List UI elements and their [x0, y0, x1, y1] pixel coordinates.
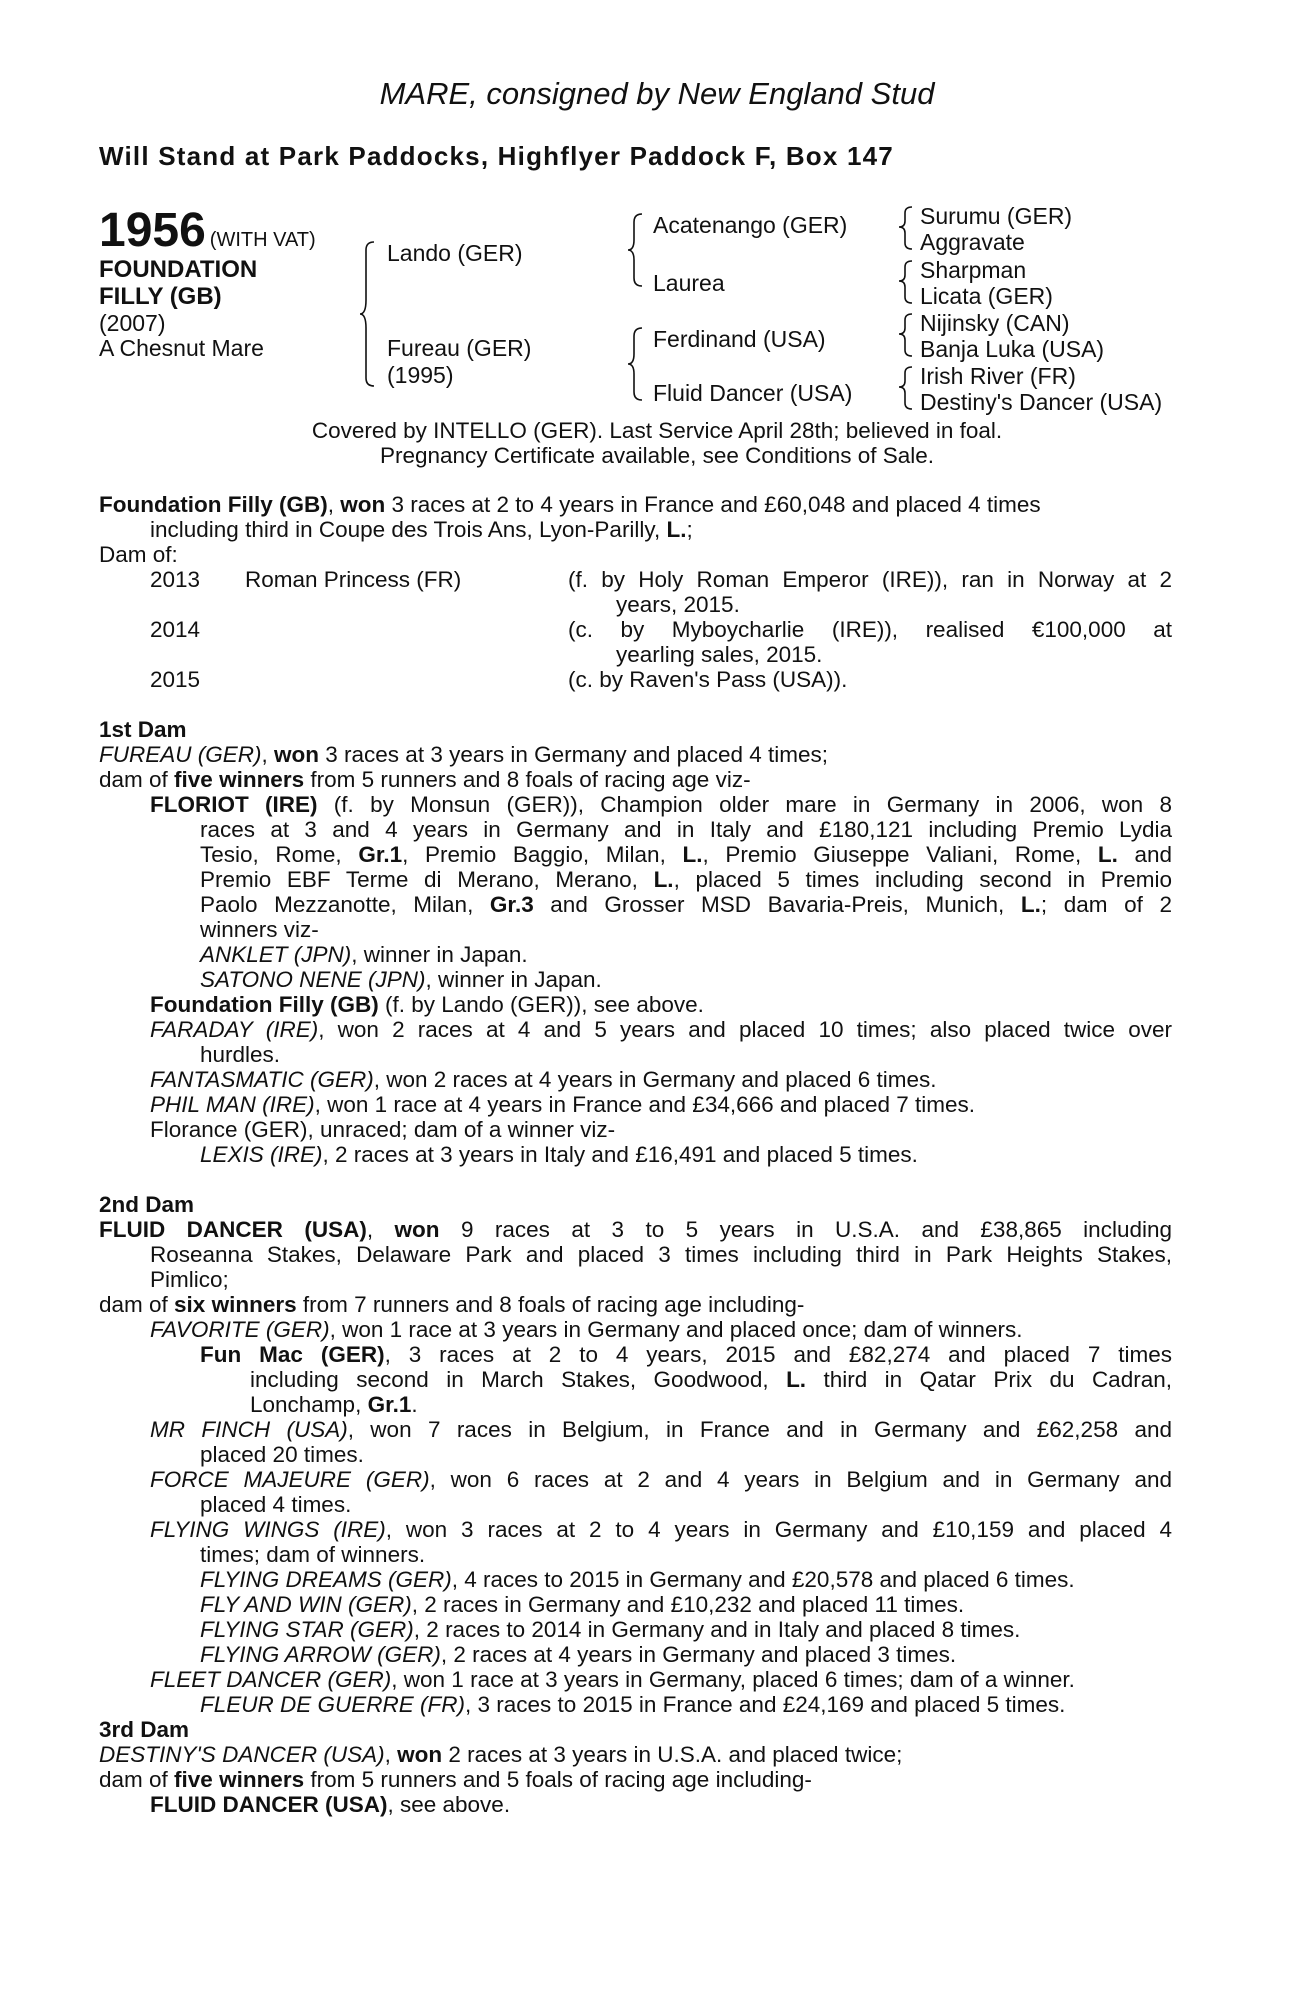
- pedigree-dam-dam: Fluid Dancer (USA): [653, 380, 853, 406]
- foundation-filly-line: [150, 992, 704, 1017]
- funmac-line1: [200, 1342, 1172, 1367]
- location-heading: Will Stand at Park Paddocks, Highflyer Paddock F, Box 147: [99, 141, 894, 171]
- t: , 2 races to 2014 in Germany and in Italy and placed 8 times.: [413, 1617, 1021, 1642]
- t: , won 7 races in Belgium, in France and in Germany and £62,258 and: [347, 1417, 1172, 1442]
- third-dam-winners: five winners: [174, 1767, 305, 1792]
- phil-man-name: PHIL MAN (IRE): [150, 1092, 315, 1117]
- first-dam-won: won: [274, 742, 320, 767]
- t: and Grosser MSD Bavaria-Preis, Munich,: [533, 892, 1021, 917]
- pedigree-bracket-sire: [628, 212, 648, 292]
- produce-won: won: [340, 492, 386, 517]
- phil-man-line: [150, 1092, 975, 1117]
- listed-mark: L.: [1020, 892, 1041, 917]
- faraday-line2: hurdles.: [200, 1042, 281, 1067]
- fleur-de-guerre-line: [200, 1692, 1065, 1717]
- pedigree-bracket-dam: [628, 326, 648, 406]
- anklet-name: ANKLET (JPN): [200, 942, 352, 967]
- first-dam-name: FUREAU (GER): [99, 742, 262, 767]
- grade-mark: Gr.1: [367, 1392, 412, 1417]
- t: , 3 races at 2 to 4 years, 2015 and £82,274 and placed 7 times: [384, 1342, 1173, 1367]
- produce-detail-3a: (c. by Raven's Pass (USA)).: [568, 667, 848, 692]
- first-dam-heading: 1st Dam: [99, 717, 187, 742]
- sep: ,: [261, 742, 275, 767]
- pedigree-bracket-g3-3: [898, 312, 916, 362]
- floriot-line4: [200, 867, 1172, 892]
- mr-finch-line1: [150, 1417, 1172, 1442]
- flying-wings-line2: times; dam of winners.: [200, 1542, 426, 1567]
- anklet-line: [200, 942, 528, 967]
- t: ; dam of 2: [1040, 892, 1172, 917]
- fly-and-win-name: FLY AND WIN (GER): [200, 1592, 412, 1617]
- fleet-dancer-line: [150, 1667, 1075, 1692]
- t: .: [411, 1392, 418, 1417]
- pedigree-gen3-2: Aggravate: [920, 229, 1025, 255]
- consignor-heading: MARE, consigned by New England Stud: [379, 76, 935, 111]
- favorite-line: [150, 1317, 1022, 1342]
- florance-line: Florance (GER), unraced; dam of a winner viz-: [150, 1117, 616, 1142]
- listed-mark: L.: [653, 867, 674, 892]
- lexis-name: LEXIS (IRE): [200, 1142, 323, 1167]
- first-dam-line1: [99, 742, 828, 767]
- second-dam-line4: [99, 1292, 804, 1317]
- cover-note-line2: Pregnancy Certificate available, see Conditions of Sale.: [379, 443, 935, 468]
- t: , 2 races at 4 years in Germany and placed 3 times.: [440, 1642, 957, 1667]
- flying-arrow-line: [200, 1642, 956, 1667]
- second-dam-winners: six winners: [174, 1292, 297, 1317]
- second-dam-line1: [99, 1217, 1172, 1242]
- t: (f. by Lando (GER)), see above.: [378, 992, 704, 1017]
- pedigree-gen3-1: Surumu (GER): [920, 203, 1073, 229]
- force-majeure-line2: placed 4 times.: [200, 1492, 352, 1517]
- force-majeure-line1: [150, 1467, 1172, 1492]
- t: , 4 races to 2015 in Germany and £20,578 and placed 6 times.: [451, 1567, 1075, 1592]
- second-dam-line3: Pimlico;: [150, 1267, 229, 1292]
- produce-detail-1b: years, 2015.: [616, 592, 740, 617]
- foundation-filly-name: Foundation Filly (GB): [150, 992, 379, 1017]
- produce-name-1: Roman Princess (FR): [245, 567, 462, 592]
- t: , won 6 races at 2 and 4 years in Belgium and in Germany and: [429, 1467, 1172, 1492]
- t: and: [1117, 842, 1172, 867]
- listed-mark: L.: [1097, 842, 1118, 867]
- t: 2 races at 3 years in U.S.A. and placed twice;: [442, 1742, 903, 1767]
- pedigree-gen3-3: Sharpman: [920, 257, 1027, 283]
- flying-dreams-line: [200, 1567, 1075, 1592]
- produce-detail-1a: (f. by Holy Roman Emperor (IRE)), ran in Norway at 2: [568, 567, 1172, 592]
- fantasmatic-name: FANTASMATIC (GER): [150, 1067, 374, 1092]
- second-dam-line2: Roseanna Stakes, Delaware Park and placed 3 times including third in Park Heights Stakes,: [150, 1242, 1172, 1267]
- pedigree-bracket-g3-4: [898, 365, 916, 415]
- favorite-name: FAVORITE (GER): [150, 1317, 330, 1342]
- pedigree-gen3-7: Irish River (FR): [920, 363, 1076, 389]
- floriot-line5: [200, 892, 1172, 917]
- second-dam-heading: 2nd Dam: [99, 1192, 195, 1217]
- horse-year: (2007): [99, 310, 166, 336]
- satono-name: SATONO NENE (JPN): [200, 967, 426, 992]
- t: ,: [366, 1217, 395, 1242]
- fluid-dancer-name: FLUID DANCER (USA): [150, 1792, 388, 1817]
- t: from 7 runners and 8 foals of racing age including-: [296, 1292, 805, 1317]
- t: , won 2 races at 4 and 5 years and placed 10 times; also placed twice over: [318, 1017, 1172, 1042]
- t: , 3 races to 2015 in France and £24,169 and placed 5 times.: [465, 1692, 1066, 1717]
- pedigree-bracket-g3-1: [898, 205, 916, 255]
- flying-star-line: [200, 1617, 1020, 1642]
- t: 9 races at 3 to 5 years in U.S.A. and £38,865 including: [439, 1217, 1172, 1242]
- funmac-name: Fun Mac (GER): [200, 1342, 385, 1367]
- t: from 5 runners and 8 foals of racing age viz-: [304, 767, 751, 792]
- flying-wings-name: FLYING WINGS (IRE): [150, 1517, 386, 1542]
- t: , 2 races in Germany and £10,232 and placed 11 times.: [411, 1592, 965, 1617]
- lot-number: [99, 203, 316, 258]
- flying-arrow-name: FLYING ARROW (GER): [200, 1642, 441, 1667]
- t: Lonchamp,: [250, 1392, 368, 1417]
- horse-description: A Chesnut Mare: [99, 335, 264, 361]
- pedigree-sire-sire: Acatenango (GER): [653, 212, 848, 238]
- t: dam of: [99, 767, 175, 792]
- produce-listed-mark: L.: [666, 517, 687, 542]
- t: , placed 5 times including second in Premio: [673, 867, 1173, 892]
- first-dam-line2: [99, 767, 751, 792]
- first-dam-line1-text: 3 races at 3 years in Germany and placed 4 times;: [319, 742, 829, 767]
- vat-note: (WITH VAT): [209, 229, 316, 251]
- dam-of-label: Dam of:: [99, 542, 178, 567]
- pedigree-gen3-5: Nijinsky (CAN): [920, 310, 1070, 336]
- pedigree-gen3-8: Destiny's Dancer (USA): [920, 389, 1163, 415]
- horse-name-line1: FOUNDATION: [99, 256, 258, 283]
- third-dam-line3: [150, 1792, 510, 1817]
- t: ,: [384, 1742, 398, 1767]
- listed-mark: L.: [786, 1367, 807, 1392]
- flying-wings-line1: [150, 1517, 1172, 1542]
- produce-line2: [150, 517, 693, 542]
- produce-year-3: 2015: [150, 667, 201, 692]
- faraday-line1: [150, 1017, 1172, 1042]
- floriot-name: FLORIOT (IRE): [150, 792, 318, 817]
- fantasmatic-line: [150, 1067, 937, 1092]
- t: from 5 runners and 5 foals of racing age including-: [304, 1767, 812, 1792]
- satono-line: [200, 967, 602, 992]
- floriot-line2: races at 3 and 4 years in Germany and in Italy and £180,121 including Premio Lydia: [200, 817, 1172, 842]
- third-dam-heading: 3rd Dam: [99, 1717, 190, 1742]
- pedigree-dam: Fureau (GER): [387, 335, 532, 361]
- t: , winner in Japan.: [351, 942, 528, 967]
- t: dam of: [99, 1292, 175, 1317]
- mr-finch-name: MR FINCH (USA): [150, 1417, 348, 1442]
- mr-finch-line2: placed 20 times.: [200, 1442, 364, 1467]
- t: , see above.: [387, 1792, 511, 1817]
- t: Paolo Mezzanotte, Milan,: [200, 892, 490, 917]
- t: Premio EBF Terme di Merano, Merano,: [200, 867, 654, 892]
- grade-mark: Gr.3: [489, 892, 534, 917]
- first-dam-winners: five winners: [174, 767, 305, 792]
- t: including second in March Stakes, Goodwood,: [250, 1367, 787, 1392]
- fly-and-win-line: [200, 1592, 964, 1617]
- lot-number-value: 1956: [99, 204, 206, 257]
- force-majeure-name: FORCE MAJEURE (GER): [150, 1467, 430, 1492]
- pedigree-gen3-4: Licata (GER): [920, 283, 1053, 309]
- pedigree-dam-year: (1995): [387, 362, 454, 388]
- t: , won 2 races at 4 years in Germany and placed 6 times.: [373, 1067, 937, 1092]
- produce-year-2: 2014: [150, 617, 201, 642]
- third-dam-line1: [99, 1742, 902, 1767]
- pedigree-dam-sire: Ferdinand (USA): [653, 326, 826, 352]
- funmac-line2: [250, 1367, 1172, 1392]
- fleur-de-guerre-name: FLEUR DE GUERRE (FR): [200, 1692, 466, 1717]
- produce-detail-2a: (c. by Myboycharlie (IRE)), realised €100,000 at: [568, 617, 1172, 642]
- third-dam-line2: [99, 1767, 812, 1792]
- produce-line2-text: including third in Coupe des Trois Ans, Lyon-Parilly,: [150, 517, 667, 542]
- third-dam-won: won: [397, 1742, 443, 1767]
- produce-line2-end: ;: [686, 517, 693, 542]
- pedigree-sire: Lando (GER): [387, 240, 523, 266]
- flying-dreams-name: FLYING DREAMS (GER): [200, 1567, 452, 1592]
- flying-star-name: FLYING STAR (GER): [200, 1617, 414, 1642]
- second-dam-won: won: [394, 1217, 440, 1242]
- t: , Premio Baggio, Milan,: [402, 842, 683, 867]
- fleet-dancer-name: FLEET DANCER (GER): [150, 1667, 392, 1692]
- third-dam-name: DESTINY'S DANCER (USA): [99, 1742, 385, 1767]
- floriot-line1: [150, 792, 1172, 817]
- t: , Premio Giuseppe Valiani, Rome,: [702, 842, 1098, 867]
- t: , 2 races at 3 years in Italy and £16,491 and placed 5 times.: [322, 1142, 918, 1167]
- floriot-line3: [200, 842, 1172, 867]
- produce-detail-2b: yearling sales, 2015.: [616, 642, 823, 667]
- cover-note-line1: Covered by INTELLO (GER). Last Service April 28th; believed in foal.: [311, 418, 1003, 443]
- lexis-line: [200, 1142, 918, 1167]
- funmac-line3: [250, 1392, 418, 1417]
- t: , won 1 race at 4 years in France and £34,666 and placed 7 times.: [314, 1092, 976, 1117]
- t: dam of: [99, 1767, 175, 1792]
- pedigree-bracket-gen1: [360, 240, 380, 390]
- pedigree-sire-dam: Laurea: [653, 270, 725, 296]
- t: third in Qatar Prix du Cadran,: [806, 1367, 1172, 1392]
- pedigree-bracket-g3-2: [898, 259, 916, 309]
- produce-line1: Foundation Filly (GB), won 3 races at 2 to 4 years in France and £60,048 and placed 4 times: [99, 492, 1041, 517]
- produce-line1-text: 3 races at 2 to 4 years in France and £60,048 and placed 4 times: [385, 492, 1041, 517]
- t: , won 1 race at 3 years in Germany and placed once; dam of winners.: [329, 1317, 1023, 1342]
- faraday-name: FARADAY (IRE): [150, 1017, 319, 1042]
- listed-mark: L.: [682, 842, 703, 867]
- second-dam-name: FLUID DANCER (USA): [99, 1217, 367, 1242]
- t: (f. by Monsun (GER)), Champion older mare in Germany in 2006, won 8: [317, 792, 1172, 817]
- horse-name-line2: FILLY (GB): [99, 283, 222, 310]
- t: , won 1 race at 3 years in Germany, placed 6 times; dam of a winner.: [391, 1667, 1075, 1692]
- t: Tesio, Rome,: [200, 842, 359, 867]
- produce-horse-name: Foundation Filly (GB): [99, 492, 328, 517]
- grade-mark: Gr.1: [358, 842, 403, 867]
- floriot-line6: winners viz-: [200, 917, 319, 942]
- pedigree-gen3-6: Banja Luka (USA): [920, 336, 1105, 362]
- produce-year-1: 2013: [150, 567, 201, 592]
- t: , won 3 races at 2 to 4 years in Germany and £10,159 and placed 4: [385, 1517, 1173, 1542]
- t: , winner in Japan.: [425, 967, 602, 992]
